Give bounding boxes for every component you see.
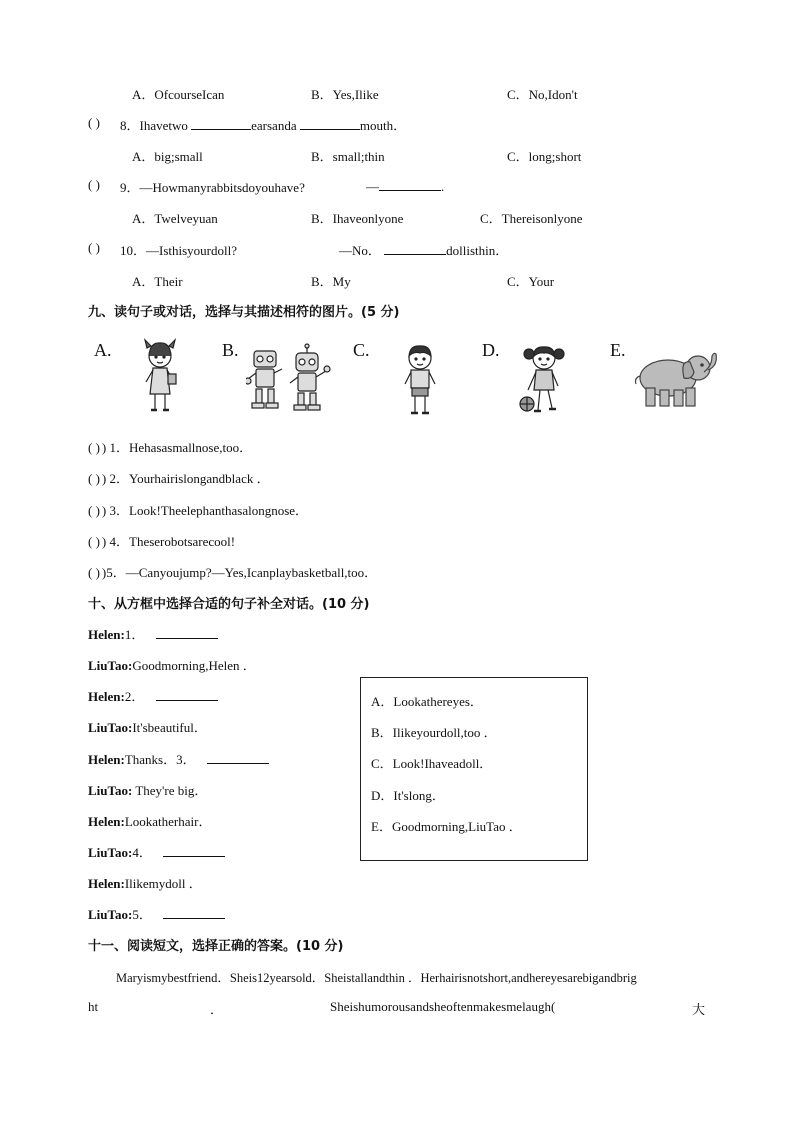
q9-stem: 9．—Howmanyrabbitsdoyouhave? bbox=[120, 180, 305, 195]
s9-item-4 bbox=[88, 531, 235, 550]
dialog-text: Ilikemydoll ． bbox=[124, 876, 202, 891]
dialog-speaker: LiuTao: bbox=[88, 845, 133, 860]
dialog-speaker: LiuTao: bbox=[88, 720, 133, 735]
passage-line-2c: Sheishumorousandsheoftenmakesmelaugh( bbox=[330, 999, 556, 1014]
s9-item-2-paren[interactable]: ( ) bbox=[88, 471, 100, 486]
dialog-speaker: Helen: bbox=[88, 814, 125, 829]
two-robots-icon bbox=[246, 343, 332, 413]
pic-label-e: E. bbox=[610, 340, 626, 360]
q8-option-c: C．long;short bbox=[507, 149, 582, 164]
q8-blank-2[interactable] bbox=[300, 116, 360, 130]
dialog-line-1 bbox=[88, 624, 218, 643]
passage-line-1: Maryismybestfriend．Sheis12yearsold．Sheistallandthin ．Herhairisnotshort,andhereyesarebigandbrig bbox=[116, 971, 637, 985]
dialog-text: Thanks．3． bbox=[124, 752, 196, 767]
options-box bbox=[360, 677, 588, 861]
q10-option-c: C．Your bbox=[507, 274, 555, 289]
dialog-blank-1[interactable] bbox=[156, 625, 218, 639]
girl-with-doll-icon bbox=[138, 336, 182, 418]
q8-blank-1[interactable] bbox=[191, 116, 251, 130]
dialog-text: They're big． bbox=[132, 783, 208, 798]
box-option-a: A．Lookathereyes． bbox=[371, 694, 483, 709]
s9-item-3-paren[interactable]: ( ) bbox=[88, 503, 100, 518]
box-option-c: C．Look!Ihaveadoll． bbox=[371, 756, 493, 771]
elephant-icon bbox=[630, 348, 720, 410]
s9-item-4-paren[interactable]: ( ) bbox=[88, 534, 100, 549]
q10-blank[interactable] bbox=[384, 241, 446, 255]
dialog-blank-2[interactable] bbox=[156, 687, 218, 701]
q7-option-b: B．Yes,Ilike bbox=[311, 87, 379, 102]
dialog-line-5 bbox=[88, 749, 269, 768]
dialog-speaker: Helen: bbox=[88, 876, 125, 891]
q9-end: . bbox=[441, 179, 445, 194]
section-11-title: 十一、阅读短文，选择正确的答案。(10 分) bbox=[88, 939, 344, 954]
passage-line-2b: ． bbox=[210, 1002, 224, 1017]
q8-answer-paren[interactable]: ( ) bbox=[88, 115, 100, 130]
dialog-text: Goodmorning,Helen ． bbox=[132, 658, 256, 673]
q8-stem-a: 8．Ihavetwo bbox=[120, 118, 188, 133]
q9-option-b: B．Ihaveonlyone bbox=[311, 211, 404, 226]
s9-item-4-text: ) 4．Theserobotsarecool! bbox=[101, 534, 236, 549]
s9-item-3 bbox=[88, 500, 308, 519]
passage-line-2d: 大 bbox=[692, 1003, 706, 1018]
q8-stem-c: mouth． bbox=[359, 118, 407, 133]
dialog-blank-5[interactable] bbox=[163, 905, 225, 919]
box-option-d: D．It'slong． bbox=[371, 788, 445, 803]
dialog-line-8 bbox=[88, 842, 225, 861]
q9-blank[interactable] bbox=[379, 177, 441, 191]
dialog-line-6 bbox=[88, 780, 207, 799]
q10-option-a: A．Their bbox=[132, 274, 183, 289]
s9-item-5 bbox=[88, 562, 377, 581]
q10-option-b: B．My bbox=[311, 274, 351, 289]
s9-item-3-text: ) 3．Look!Theelephanthasalongnose． bbox=[101, 503, 309, 518]
section-10-title: 十、从方框中选择合适的句子补全对话。(10 分) bbox=[88, 597, 370, 612]
dialog-line-7 bbox=[88, 811, 211, 830]
dialog-blank-4[interactable] bbox=[163, 843, 225, 857]
s9-item-1-text: ) 1．Hehasasmallnose,too． bbox=[101, 440, 253, 455]
q10-stem: 10．—Isthisyourdoll? bbox=[120, 243, 237, 258]
pic-label-b: B. bbox=[222, 340, 239, 360]
q9-answer-paren[interactable]: ( ) bbox=[88, 177, 100, 192]
q10-reply-text: —No． bbox=[339, 243, 381, 258]
dialog-speaker: Helen: bbox=[88, 627, 125, 642]
dialog-text: It'sbeautiful． bbox=[132, 720, 207, 735]
q8-option-a: A．big;small bbox=[132, 149, 203, 164]
q8-stem bbox=[120, 115, 406, 134]
pic-label-c: C. bbox=[353, 340, 370, 360]
s9-item-2-text: ) 2．Yourhairislongandblack ． bbox=[101, 471, 270, 486]
q10-end: dollisthin． bbox=[446, 243, 509, 258]
dialog-blank-3[interactable] bbox=[207, 750, 269, 764]
dialog-line-2 bbox=[88, 655, 256, 674]
q9-reply bbox=[366, 177, 444, 195]
q9-reply-dash: — bbox=[366, 179, 379, 194]
q9-option-c: C．Thereisonlyone bbox=[480, 211, 583, 226]
dialog-line-3 bbox=[88, 686, 218, 705]
dialog-text: 2． bbox=[124, 689, 145, 704]
dialog-line-10 bbox=[88, 904, 225, 923]
s9-item-5-paren[interactable]: ( ) bbox=[88, 565, 100, 580]
dialog-text: 1． bbox=[124, 627, 145, 642]
q7-option-a: A．OfcourseIcan bbox=[132, 87, 225, 102]
dialog-speaker: Helen: bbox=[88, 752, 125, 767]
dialog-line-4 bbox=[88, 717, 207, 736]
box-option-b: B．Ilikeyourdoll,too ． bbox=[371, 725, 497, 740]
dialog-speaker: Helen: bbox=[88, 689, 125, 704]
dialog-speaker: LiuTao: bbox=[88, 783, 133, 798]
dialog-text: 4． bbox=[132, 845, 152, 860]
dialog-speaker: LiuTao: bbox=[88, 907, 133, 922]
q10-reply bbox=[339, 240, 508, 259]
section-9-title: 九、读句子或对话，选择与其描述相符的图片。(5 分) bbox=[88, 305, 400, 320]
dialog-text: 5． bbox=[132, 907, 152, 922]
s9-item-5-text: )5．—Canyoujump?—Yes,Icanplaybasketball,too． bbox=[101, 565, 378, 580]
girl-with-basketball-icon bbox=[518, 340, 570, 420]
passage-line-2a: ht bbox=[88, 999, 99, 1014]
q8-stem-b: earsanda bbox=[251, 118, 297, 133]
q10-answer-paren[interactable]: ( ) bbox=[88, 240, 100, 255]
dialog-speaker: LiuTao: bbox=[88, 658, 133, 673]
s9-item-1 bbox=[88, 437, 252, 456]
pic-label-d: D. bbox=[482, 340, 500, 360]
q9-option-a: A．Twelveyuan bbox=[132, 211, 218, 226]
box-option-e: E．Goodmorning,LiuTao ． bbox=[371, 819, 522, 834]
q7-option-c: C．No,Idon't bbox=[507, 87, 578, 102]
dialog-line-9 bbox=[88, 873, 202, 892]
q8-option-b: B．small;thin bbox=[311, 149, 385, 164]
boy-icon bbox=[400, 340, 440, 420]
pic-label-a: A. bbox=[94, 340, 112, 360]
dialog-text: Lookatherhair． bbox=[124, 814, 212, 829]
s9-item-2 bbox=[88, 468, 270, 487]
s9-item-1-paren[interactable]: ( ) bbox=[88, 440, 100, 455]
